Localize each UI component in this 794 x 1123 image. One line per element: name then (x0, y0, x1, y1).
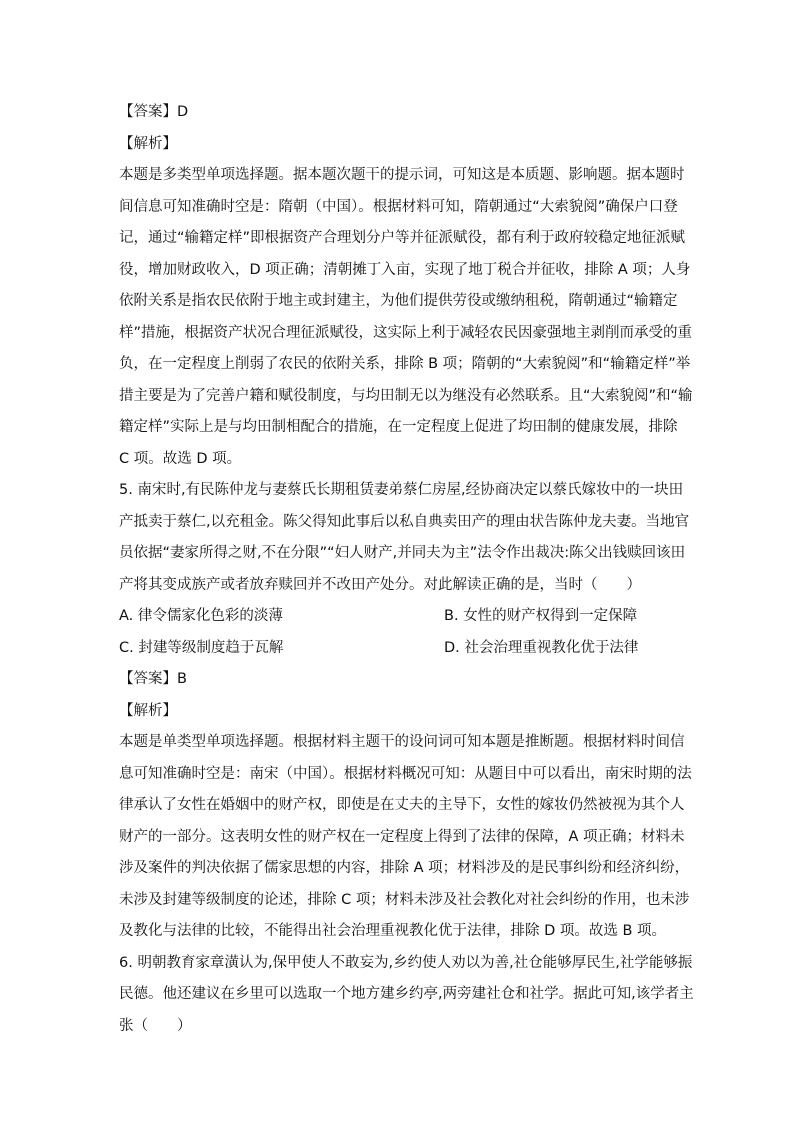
q4-analysis-line: 记，通过“输籍定样”即根据资产合理划分户等并征派赋役，都有利于政府较稳定地征派赋 (119, 230, 686, 246)
q5-analysis-line: 及教化与法律的比较，不能得出社会治理重视教化优于法律，排除 D 项。故选 B 项。 (119, 923, 667, 939)
q6-stem-line: 6. 明朝教育家章潢认为,保甲使人不敢妄为,乡约使人劝以为善,社仓能够厚民生,社学能够振 (119, 955, 693, 971)
q4-answer: 【答案】D (119, 104, 189, 120)
q5-option-a: A. 律令儒家化色彩的淡薄 (119, 608, 283, 624)
q5-analysis-line: 本题是单类型单项选择题。根据材料主题干的设问词可知本题是推断题。根据材料时间信 (119, 734, 685, 750)
q4-analysis-line: C 项。故选 D 项。 (119, 451, 242, 467)
q5-analysis-line: 律承认了女性在婚姻中的财产权，即使是在丈夫的主导下，女性的嫁妆仍然被视为其个人 (119, 797, 685, 813)
q6-stem-line: 张（ ） (119, 1018, 192, 1034)
q5-analysis-line: 财产的一部分。这表明女性的财产权在一定程度上得到了法律的保障，A 项正确；材料未 (119, 829, 685, 845)
q4-analysis-line: 样”措施，根据资产状况合理征派赋役，这实际上利于减轻农民因豪强地主剥削而承受的重 (119, 325, 693, 341)
q4-analysis-line: 籍定样”实际上是与均田制相配合的措施，在一定程度上促进了均田制的健康发展，排除 (119, 419, 678, 435)
q4-analysis-line: 间信息可知准确时空是：隋朝（中国）。根据材料可知，隋朝通过“大索貌阅”确保户口登 (119, 199, 678, 215)
q5-analysis-label: 【解析】 (119, 703, 177, 719)
q5-option-c: C. 封建等级制度趋于瓦解 (119, 640, 284, 656)
q4-analysis-line: 役，增加财政收入，D 项正确；清朝摊丁入亩，实现了地丁税合并征收，排除 A 项；人身 (119, 262, 691, 278)
q5-answer: 【答案】B (119, 671, 187, 687)
q5-stem-line: 产将其变成族产或者放弃赎回并不改田产处分。对此解读正确的是，当时（ ） (119, 577, 641, 593)
q4-analysis-line: 负，在一定程度上削弱了农民的依附关系，排除 B 项；隋朝的“大索貌阅”和“输籍定样”举 (119, 356, 691, 372)
q5-analysis-line: 涉及案件的判决依据了儒家思想的内容，排除 A 项；材料涉及的是民事纠纷和经济纠纷， (119, 860, 690, 876)
q5-stem-line: 员依据“妻家所得之财,不在分限”“妇人财产,并同夫为主”法令作出裁决:陈父出钱赎回该田 (119, 545, 686, 561)
q5-analysis-line: 未涉及封建等级制度的论述，排除 C 项；材料未涉及社会教化对社会纠纷的作用，也未涉 (119, 892, 690, 908)
q5-option-b: B. 女性的财产权得到一定保障 (444, 608, 638, 624)
q4-analysis-line: 依附关系是指农民依附于地主或封建主，为他们提供劳役或缴纳租税，隋朝通过“输籍定 (119, 293, 678, 309)
q5-stem-line: 产抵卖于蔡仁,以充租金。陈父得知此事后以私自典卖田产的理由状告陈仲龙夫妻。当地官 (119, 514, 690, 530)
q5-analysis-line: 息可知准确时空是：南宋（中国）。根据材料概况可知：从题目中可以看出，南宋时期的法 (119, 766, 692, 782)
q5-stem-line: 5. 南宋时,有民陈仲龙与妻蔡氏长期租赁妻弟蔡仁房屋,经协商决定以蔡氏嫁妆中的一块田 (119, 482, 684, 498)
q5-option-d: D. 社会治理重视教化优于法律 (444, 640, 639, 656)
q4-analysis-line: 措主要是为了完善户籍和赋役制度，与均田制无以为继没有必然联系。且“大索貌阅”和“输 (119, 388, 693, 404)
q4-analysis-label: 【解析】 (119, 136, 177, 152)
q4-analysis-line: 本题是多类型单项选择题。据本题次题干的提示词，可知这是本质题、影响题。据本题时 (119, 167, 685, 183)
q6-stem-line: 民德。他还建议在乡里可以选取一个地方建乡约亭,两旁建社仓和社学。据此可知,该学者主 (119, 986, 694, 1002)
